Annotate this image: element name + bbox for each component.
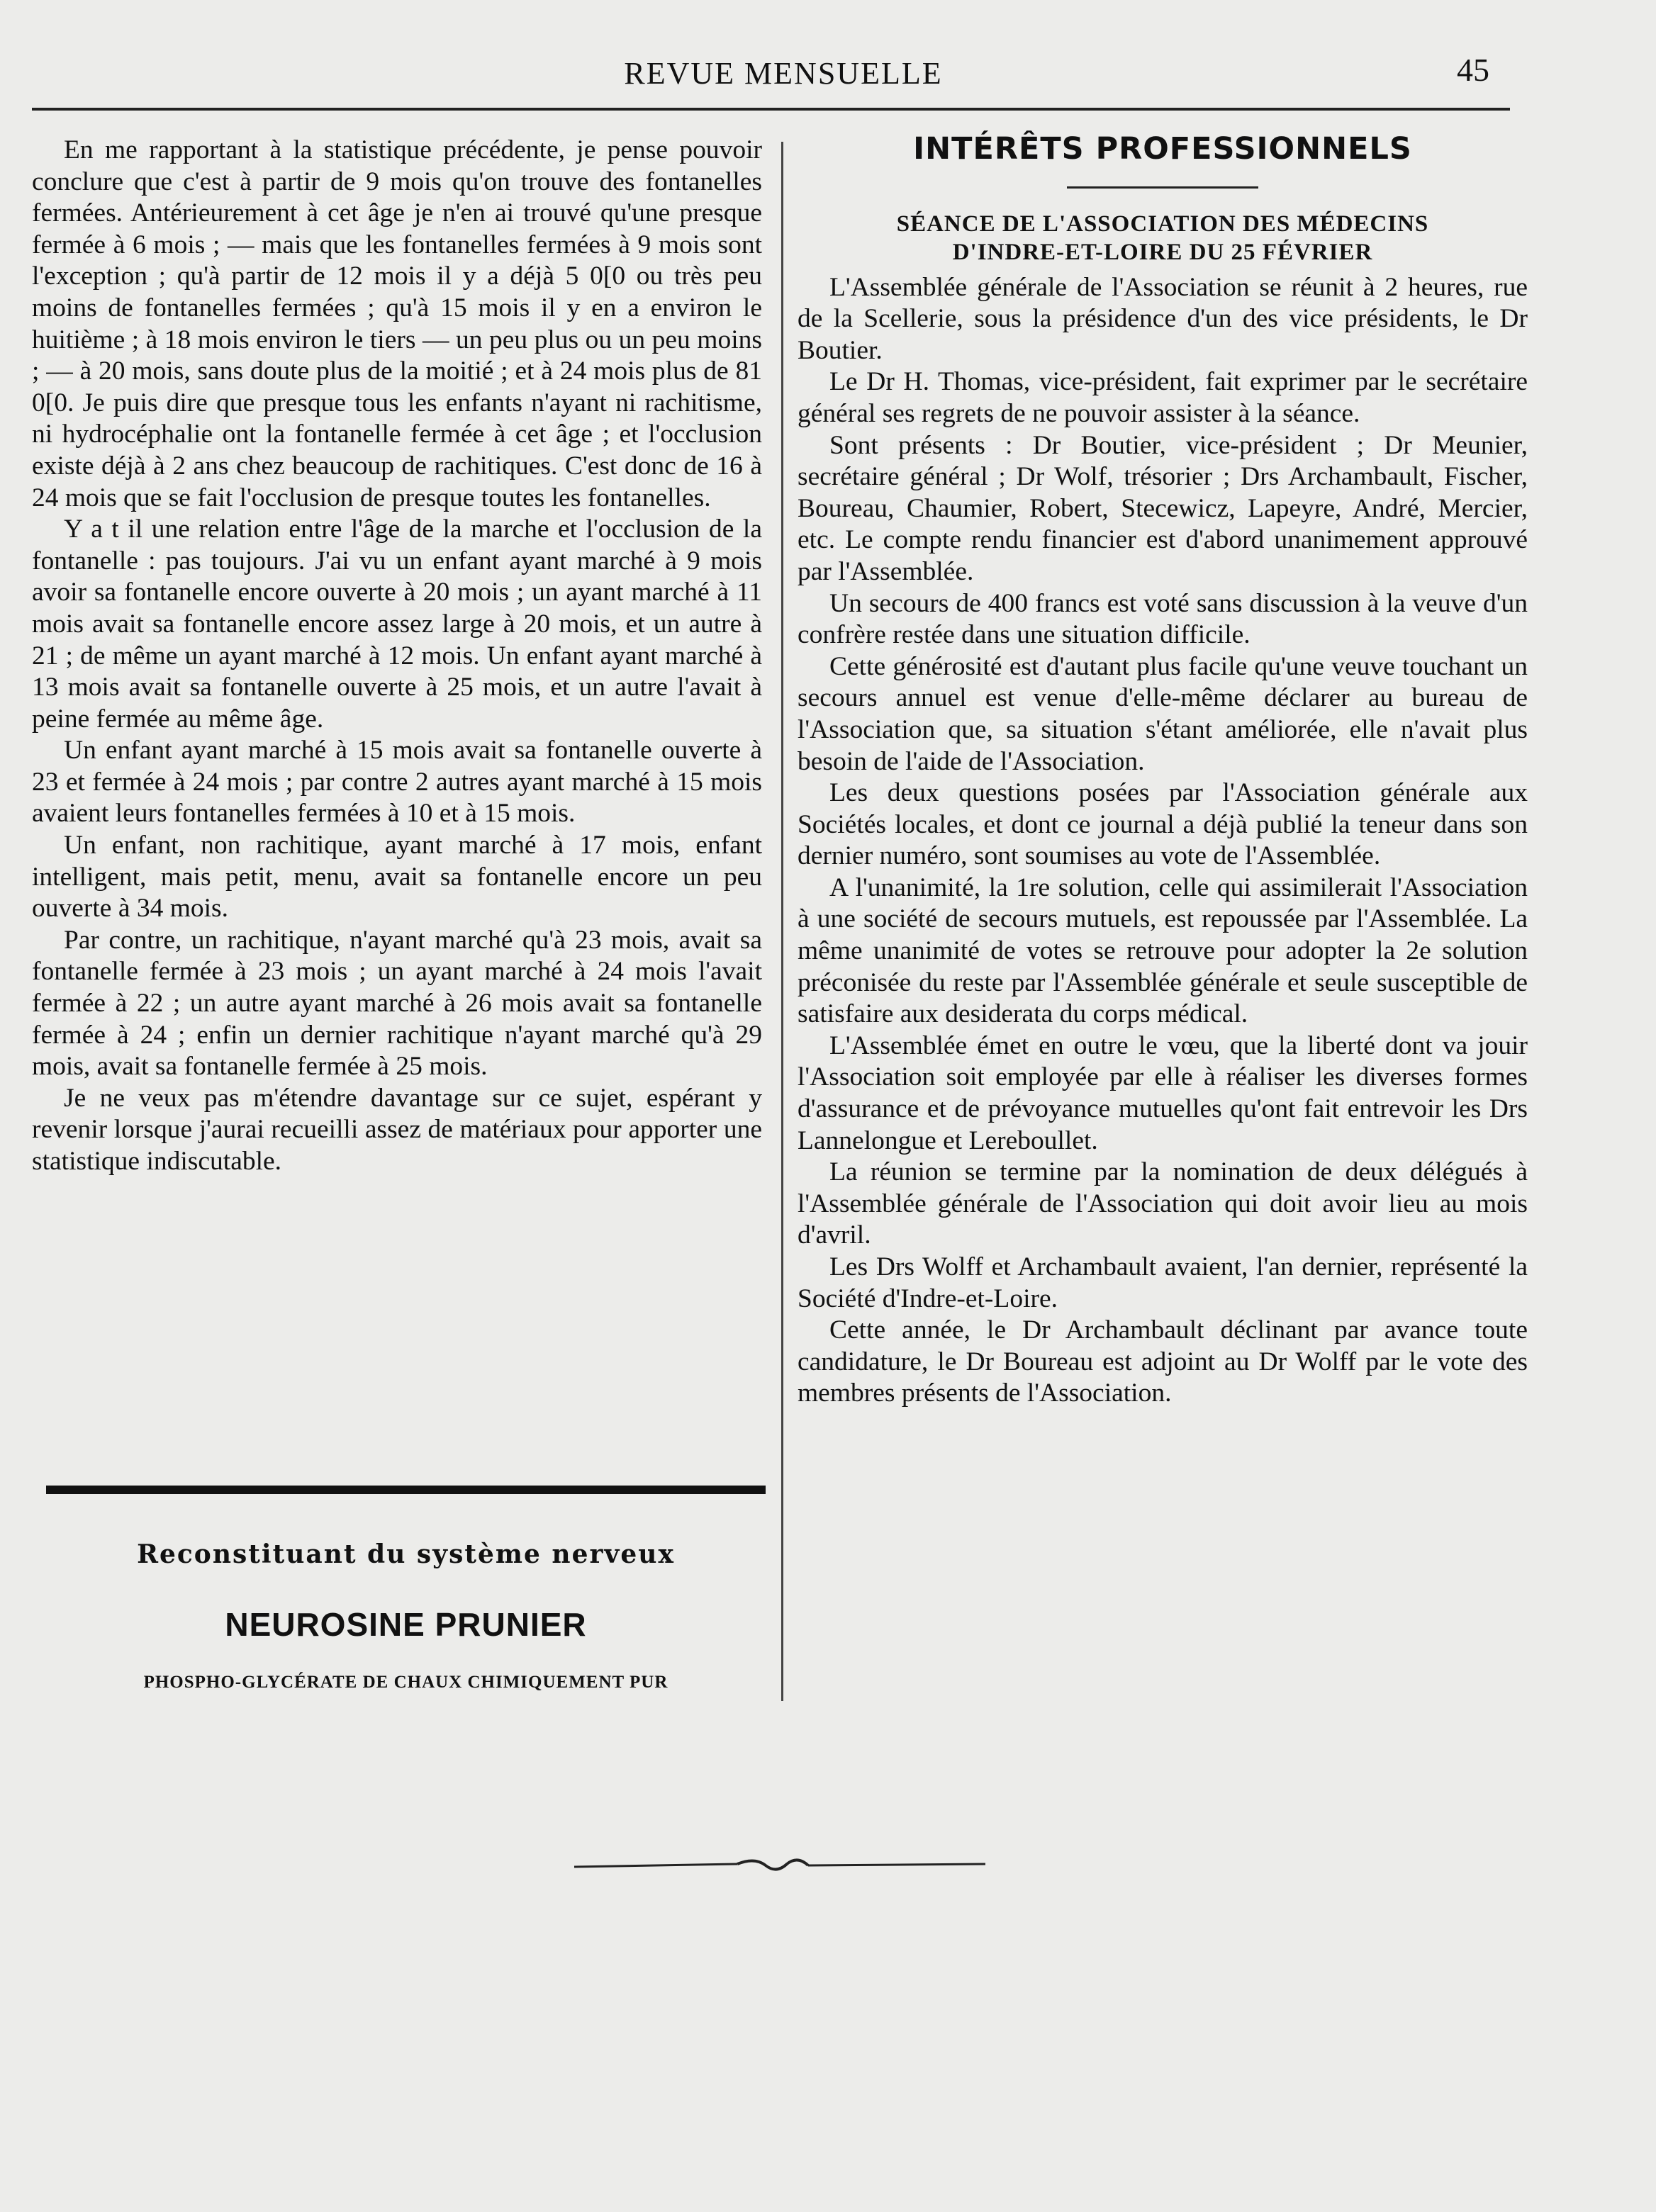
paragraph: Je ne veux pas m'étendre davantage sur ce sujet, espérant y revenir lorsque j'aurai recueilli assez de matériaux pour apporter une statistique indiscutable. [32, 1083, 762, 1176]
header-rule [32, 108, 1510, 111]
ornament-divider-icon [574, 1851, 985, 1880]
article-title-line: SÉANCE DE L'ASSOCIATION DES MÉDECINS [896, 210, 1429, 237]
ad-description: PHOSPHO-GLYCÉRATE DE CHAUX CHIMIQUEMENT PUR [143, 1673, 668, 1692]
paragraph: En me rapportant à la statistique précédente, je pense pouvoir conclure que c'est à partir de 9 mois qu'on trouve des fontanelles fermées. Antérieurement à cet âge je n'en ai trouvé qu'une presque fermée à 6 mois ; — mais que les fontanelles fermées à 9 mois sont l'exception ; qu'à partir de 12 mois il y a déjà 5 0[0 ou très peu moins de fontanelles fermées ; qu'à 15 mois il y en a environ le huitième ; à 18 mois environ le tiers — un peu plus ou un peu moins ; — à 20 mois, sans doute plus de la moitié ; et à 24 mois plus de 81 0[0. Je puis dire que presque tous les enfants n'ayant ni rachitisme, ni hydrocéphalie ont la fontanelle fermée à cet âge ; et l'occlusion existe déjà à 2 ans chez beaucoup de rachitiques. C'est donc de 16 à 24 mois que se fait l'occlusion de presque toutes les fontanelles. [32, 135, 762, 512]
article-title-line: D'INDRE-ET-LOIRE DU 25 FÉVRIER [952, 239, 1373, 265]
ad-slogan: Reconstituant du système nerveux [137, 1539, 675, 1569]
paragraph: Cette année, le Dr Archambault déclinant par avance toute candidature, le Dr Boureau est adjoint au Dr Wolff par le vote des membres présents de l'Association. [798, 1315, 1528, 1408]
article-title [798, 210, 1528, 266]
right-column [798, 131, 1528, 1410]
running-title: REVUE MENSUELLE [624, 56, 943, 91]
paragraph: Un enfant ayant marché à 15 mois avait sa fontanelle ouverte à 23 et fermée à 24 mois ; par contre 2 autres ayant marché à 15 mois avaient leurs fontanelles fermées à 10 et à 15 mois. [32, 736, 762, 829]
paragraph: Les Drs Wolff et Archambault avaient, l'an dernier, représenté la Société d'Indre-et-Loire. [798, 1252, 1528, 1313]
paragraph: Y a t il une relation entre l'âge de la marche et l'occlusion de la fontanelle : pas toujours. J'ai vu un enfant ayant marché à 9 mois avoir sa fontanelle encore ouverte à 20 mois ; un ayant marché à 11 mois avait sa fontanelle encore assez large à 20 mois, et un autre à 21 ; de même un ayant marché à 12 mois. Un enfant ayant marché à 13 mois avait sa fontanelle ouverte à 25 mois, et un autre l'avait à peine fermée au même âge. [32, 515, 762, 734]
thick-rule [46, 1486, 766, 1494]
paragraph: Un secours de 400 francs est voté sans discussion à la veuve d'un confrère restée dans une situation difficile. [798, 588, 1528, 650]
paragraph: Le Dr H. Thomas, vice-président, fait exprimer par le secrétaire général ses regrets de ne pouvoir assister à la séance. [798, 367, 1528, 428]
paragraph: Sont présents : Dr Boutier, vice-président ; Dr Meunier, secrétaire général ; Dr Wolf, trésorier ; Drs Archambault, Fischer, Boureau, Chaumier, Robert, Stecewicz, Lapeyre, André, Mercier, etc. Le compte rendu financier est d'abord unanimement approuvé par l'Assemblée. [798, 430, 1528, 586]
paragraph: Un enfant, non rachitique, ayant marché à 17 mois, enfant intelligent, mais petit, menu, avait sa fontanelle encore un peu ouverte à 34 mois. [32, 831, 762, 923]
paragraph: A l'unanimité, la 1re solution, celle qui assimilerait l'Association à une société de secours mutuels, est repoussée par l'Assemblée. La même unanimité de votes se retrouve pour adopter la 2e solution préconisée du reste par l'Assemblée générale et seule susceptible de satisfaire aux desiderata du corps médical. [798, 872, 1528, 1029]
paragraph: L'Assemblée générale de l'Association se réunit à 2 heures, rue de la Scellerie, sous la présidence d'un des vice présidents, le Dr Boutier. [798, 272, 1528, 365]
page-number: 45 [1457, 52, 1489, 88]
paragraph: Cette générosité est d'autant plus facile qu'une veuve touchant un secours annuel est venue d'elle-même déclarer au bureau de l'Association que, sa situation s'étant améliorée, elle n'avait plus besoin de l'aide de l'Association. [798, 651, 1528, 776]
ad-product-name: NEUROSINE PRUNIER [225, 1606, 587, 1643]
left-column [32, 135, 762, 1178]
section-title: INTÉRÊTS PROFESSIONNELS [913, 131, 1412, 167]
section-rule [1067, 186, 1258, 189]
paragraph: L'Assemblée émet en outre le vœu, que la liberté dont va jouir l'Association soit employée par elle à réaliser les diverses formes d'assurance et de prévoyance mutuelles qu'ont fait entrevoir les Drs Lannelongue et Lereboullet. [798, 1031, 1528, 1155]
column-divider [781, 142, 783, 1701]
paragraph: La réunion se termine par la nomination de deux délégués à l'Assemblée générale de l'Association qui doit avoir lieu au mois d'avril. [798, 1157, 1528, 1250]
paragraph: Par contre, un rachitique, n'ayant marché qu'à 23 mois, avait sa fontanelle fermée à 23 mois ; un ayant marché à 24 mois l'avait fermée à 22 ; un autre ayant marché à 26 mois avait sa fontanelle fermée à 24 ; enfin un dernier rachitique n'ayant marché qu'à 29 mois, avait sa fontanelle fermée à 25 mois. [32, 925, 762, 1082]
paragraph: Les deux questions posées par l'Association générale aux Sociétés locales, et dont ce journal a déjà publié la teneur dans son dernier numéro, sont soumises au vote de l'Assemblée. [798, 778, 1528, 871]
